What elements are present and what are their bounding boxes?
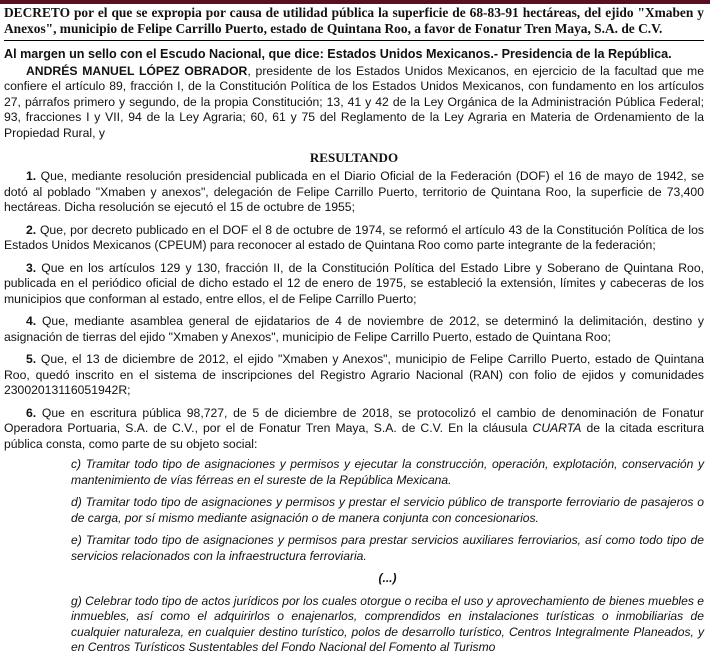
preamble-text: , presidente de los Estados Unidos Mexicanos, en ejercicio de la facultad que me confiere el artículo 89, fracción I, de la Constitución Política de los Estados Unidos Mexicanos, con fundamento en los artículos 27, párrafos primero y segundo, de la propia Constitución; 13, 41 y 42 de la Ley Orgánica de la Administración Pública Federal; 93, fracciones I y VII, 94 de la Ley Agraria; 60, 61 y 75 del Reglamento de la Ley Agraria en Materia de Ordenamiento de la Propiedad Rural, y [4, 63, 704, 140]
preamble-paragraph [4, 64, 704, 142]
clause-d: d) Tramitar todo tipo de asignaciones y permisos y prestar el servicio público de transporte ferroviario de pasajeros o de carga, por sí mismo mediante asignación o de manera conjunta con concesionarios. [71, 495, 704, 525]
clause-c: c) Tramitar todo tipo de asignaciones y permisos y ejecutar la construcción, operación, explotación, conservación y mantenimiento de vías férreas en el sureste de la República Mexicana. [71, 457, 704, 487]
item-text: Que, mediante resolución presidencial publicada en el Diario Oficial de la Federación (DOF) el 16 de mayo de 1942, se dotó al poblado "Xmaben y anexos", delegación de Felipe Carrillo Puerto, territorio de Quintana Roo, la superficie de 73,400 hectáreas. Dicha resolución se ejecutó el 15 de octubre de 1955; [4, 169, 704, 214]
section-heading: RESULTANDO [309, 150, 399, 165]
item-number: 3. [26, 260, 37, 275]
item-text: Que, mediante asamblea general de ejidatarios de 4 de noviembre de 2012, se determinó la delimitación, destino y asignación de tierras del ejido "Xmaben y Anexos", municipio de Felipe Carrillo Puerto, estado de Quintana Roo; [4, 314, 704, 344]
quoted-clauses [71, 457, 704, 656]
seal-note: Al margen un sello con el Escudo Nacional, que dice: Estados Unidos Mexicanos.- Presidencia de la República. [4, 47, 672, 61]
decree-title: DECRETO por el que se expropia por causa de utilidad pública la superficie de 68-83-91 hectáreas, del ejido "Xmaben y Anexos", municipio de Felipe Carrillo Puerto, estado de Quintana Roo, a favor de Fonatur Tren Maya, S.A. de C.V. [4, 5, 704, 36]
resultando-item [4, 261, 704, 308]
item-number: 1. [26, 169, 37, 183]
item-text-continued: de la citada escritura pública consta, como parte de su objeto social: [4, 421, 704, 451]
item-text: Que en los artículos 129 y 130, fracción II, de la Constitución Política del Estado Libre y Soberano de Quintana Roo, publicada en el periódico oficial de dicho estado el 12 de enero de 1975, se estableció la extensión, límites y cabeceras de los municipios que conforman al estado, entre ellos, el de Felipe Carrillo Puerto; [4, 260, 704, 306]
item-text: Que, el 13 de diciembre de 2012, el ejido "Xmaben y Anexos", municipio de Felipe Carrillo Puerto, estado de Quintana Roo, quedó inscrito en el sistema de inscripciones del Registro Agrario Nacional (RAN) con folio de ejidos y comunidades 23002013116051942R; [4, 352, 704, 397]
resultando-item [4, 169, 704, 216]
item-text: Que en escritura pública 98,727, de 5 de diciembre de 2018, se protocolizó el cambio de denominación de Fonatur Operadora Portuaria, S.A. de C.V., por el de Fonatur Tren Maya, S.A. de C.V. En la cláusula [4, 405, 704, 435]
item-number: 5. [26, 352, 37, 366]
item-number: 2. [26, 222, 37, 237]
resultando-item [4, 223, 704, 254]
decree-document [4, 4, 704, 656]
resultando-item [4, 314, 704, 345]
ellipsis-marker: (...) [378, 571, 397, 585]
resultando-item [4, 352, 704, 399]
clause-reference: CUARTA [532, 421, 582, 435]
item-text: Que, por decreto publicado en el DOF el 8 de octubre de 1974, se reformó el artículo 43 de la Constitución Política de los Estados Unidos Mexicanos (CPEUM) para reconocer al estado de Quintana Roo como parte integrante de la federación; [4, 222, 704, 252]
clause-e: e) Tramitar todo tipo de asignaciones y permisos para prestar servicios auxiliares ferroviarios, así como todo tipo de servicios relacionados con la infraestructura ferroviaria. [71, 533, 704, 563]
item-number: 6. [26, 405, 37, 420]
resultando-item [4, 406, 704, 453]
title-block [4, 4, 704, 41]
preamble-author: ANDRÉS MANUEL LÓPEZ OBRADOR [26, 63, 248, 78]
item-number: 4. [26, 314, 37, 328]
clause-g: g) Celebrar todo tipo de actos jurídicos por los cuales otorgue o reciba el uso y aprovechamiento de bienes muebles e inmuebles, así como el adquirirlos o enajenarlos, comprendidos en instalaciones turísticas o inmobiliarias de cualquier naturaleza, en cualquier destino turístico, polos de desarrollo turístico, Centros Integralmente Planeados, y en Centros Turísticos Sustentables del Fondo Nacional del Fomento al Turismo [71, 593, 704, 654]
